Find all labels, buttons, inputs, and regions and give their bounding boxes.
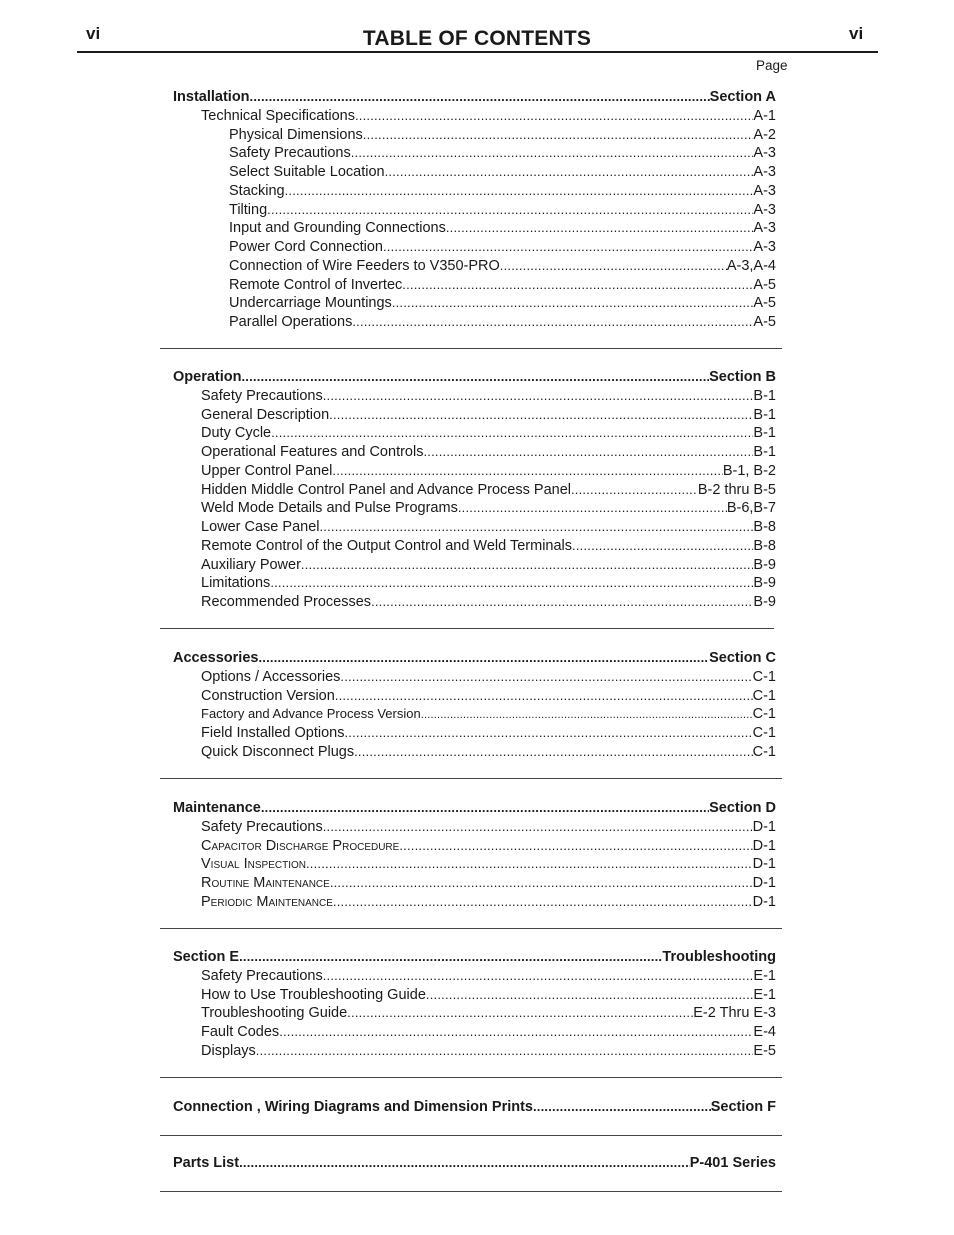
entry-page: D-1 <box>752 818 776 835</box>
toc-section-maintenance <box>160 800 782 929</box>
toc-entry[interactable] <box>160 463 782 482</box>
entry-page: A-3 <box>753 239 776 255</box>
page-column-label: Page <box>756 58 788 73</box>
entry-label: Lower Case Panel <box>201 519 320 535</box>
entry-label: Remote Control of Invertec <box>229 276 403 293</box>
entry-page: B-8 <box>753 537 776 554</box>
toc-entry[interactable] <box>160 688 782 707</box>
toc-entry[interactable] <box>160 108 782 127</box>
entry-page: P-401 Series <box>689 1155 776 1171</box>
entry-label: Quick Disconnect Plugs <box>201 743 355 760</box>
toc-entry-installation[interactable] <box>160 89 782 108</box>
entry-page: Section A <box>709 89 776 105</box>
dot-leader <box>258 650 709 665</box>
dot-leader <box>421 709 753 721</box>
entry-label: Safety Precautions <box>201 818 323 835</box>
entry-label: General Description <box>201 406 330 423</box>
entry-label: Physical Dimensions <box>229 126 363 143</box>
section-divider <box>160 1191 782 1192</box>
entry-page: B-1 <box>753 444 776 460</box>
page-number-right: vi <box>849 24 864 43</box>
entry-page: A-3,A-4 <box>726 257 776 274</box>
entry-page: E-2 Thru E-3 <box>693 1005 776 1022</box>
entry-page: D-1 <box>752 893 776 910</box>
toc-entry[interactable] <box>160 145 782 164</box>
dot-leader <box>355 108 753 123</box>
toc-entry[interactable] <box>160 594 782 613</box>
toc-entry[interactable] <box>160 669 782 688</box>
toc-entry-accessories[interactable] <box>160 650 782 669</box>
toc-entry[interactable] <box>160 239 782 258</box>
dot-leader <box>335 688 753 703</box>
dot-leader <box>323 819 753 834</box>
entry-page: B-1 <box>753 406 776 423</box>
entry-page: Troubleshooting <box>662 949 776 965</box>
toc-entry[interactable] <box>160 183 782 202</box>
dot-leader <box>426 987 754 1002</box>
dot-leader <box>306 856 753 871</box>
toc-entry[interactable] <box>160 725 782 744</box>
page-title: TABLE OF CONTENTS <box>362 27 592 50</box>
toc-entry[interactable] <box>160 407 782 426</box>
toc-section-installation <box>160 89 782 349</box>
toc-entry[interactable] <box>160 819 782 838</box>
toc-entry[interactable] <box>160 388 782 407</box>
toc-entry[interactable] <box>160 1043 782 1062</box>
dot-leader <box>332 463 722 478</box>
toc-section-operation <box>160 369 782 629</box>
entry-label: Maintenance <box>173 800 261 816</box>
dot-leader <box>500 258 727 273</box>
entry-page: A-3 <box>753 220 776 237</box>
toc-entry[interactable] <box>160 1024 782 1043</box>
section-divider <box>160 1135 782 1136</box>
dot-leader <box>340 669 752 684</box>
entry-label: Parts List <box>173 1155 240 1171</box>
dot-leader <box>239 1155 690 1170</box>
toc-entry[interactable] <box>160 258 782 277</box>
toc-section-parts-list <box>160 1155 782 1192</box>
toc-entry[interactable] <box>160 314 782 333</box>
dot-leader <box>329 407 753 422</box>
toc-entry[interactable] <box>160 444 782 463</box>
entry-label: Field Installed Options <box>201 725 345 741</box>
toc-entry[interactable] <box>160 482 782 501</box>
section-divider <box>160 928 782 929</box>
entry-label: Limitations <box>201 575 271 592</box>
entry-page: B-9 <box>753 575 776 592</box>
entry-page: E-5 <box>753 1042 776 1059</box>
entry-page: A-3 <box>753 201 776 218</box>
entry-page: A-3 <box>753 164 776 180</box>
entry-page: A-5 <box>753 314 776 330</box>
entry-label: Safety Precautions <box>201 967 323 984</box>
dot-leader <box>344 725 752 740</box>
dot-leader <box>385 164 754 179</box>
entry-page: B-6,B-7 <box>726 500 776 517</box>
dot-leader <box>239 949 662 964</box>
toc-entry[interactable] <box>160 425 782 444</box>
entry-label: Select Suitable Location <box>229 164 385 180</box>
toc-entry-maintenance[interactable] <box>160 800 782 819</box>
dot-leader <box>571 482 698 497</box>
toc-entry[interactable] <box>160 500 782 519</box>
dot-leader <box>285 183 754 198</box>
dot-leader <box>301 557 754 572</box>
entry-label: Construction Version <box>201 687 335 704</box>
entry-label: Recommended Processes <box>201 594 372 610</box>
entry-label: Weld Mode Details and Pulse Programs <box>201 500 458 517</box>
dot-leader <box>458 500 727 515</box>
entry-page: Section C <box>709 650 776 666</box>
dot-leader <box>250 89 710 104</box>
dot-leader <box>354 744 753 759</box>
entry-label: Periodic Maintenance <box>201 893 333 910</box>
entry-page: B-1, B-2 <box>722 462 776 479</box>
dot-leader <box>323 968 754 983</box>
dot-leader <box>333 894 753 909</box>
entry-label: Factory and Advance Process Version <box>201 706 421 722</box>
entry-label: Operation <box>173 369 242 385</box>
entry-label: Capacitor Discharge Procedure <box>201 837 400 854</box>
entry-page: A-5 <box>753 276 776 293</box>
dot-leader <box>446 220 754 235</box>
dot-leader <box>423 444 753 459</box>
toc-section-accessories <box>160 650 782 779</box>
dot-leader <box>392 295 754 310</box>
entry-label: Undercarriage Mountings <box>229 295 392 312</box>
entry-page: E-1 <box>753 986 776 1003</box>
entry-label: Stacking <box>229 182 285 199</box>
dot-leader <box>352 314 753 329</box>
toc-entry[interactable] <box>160 220 782 239</box>
entry-label: Options / Accessories <box>201 668 341 685</box>
entry-label: Section E <box>173 949 240 965</box>
entry-page: D-1 <box>752 856 776 873</box>
toc-entry-parts-list[interactable] <box>160 1155 782 1174</box>
entry-label: Fault Codes <box>201 1024 280 1040</box>
toc-entry[interactable] <box>160 538 782 557</box>
toc-entry[interactable] <box>160 557 782 576</box>
entry-page: Section B <box>709 369 776 385</box>
dot-leader <box>270 575 753 590</box>
entry-label: Connection , Wiring Diagrams and Dimension Prints <box>173 1099 533 1115</box>
entry-page: A-1 <box>753 107 776 124</box>
entry-page: B-1 <box>753 387 776 404</box>
entry-page: C-1 <box>752 743 776 760</box>
toc-entry[interactable] <box>160 127 782 146</box>
toc-entry[interactable] <box>160 706 782 725</box>
toc-entry[interactable] <box>160 1005 782 1024</box>
entry-page: B-1 <box>753 425 776 442</box>
entry-label: Auxiliary Power <box>201 556 301 573</box>
toc-entry[interactable] <box>160 838 782 857</box>
toc-entry[interactable] <box>160 164 782 183</box>
entry-label: Upper Control Panel <box>201 462 333 479</box>
dot-leader <box>271 425 753 440</box>
entry-page: C-1 <box>752 668 776 685</box>
entry-label: Accessories <box>173 650 259 666</box>
dot-leader <box>320 519 754 534</box>
entry-label: How to Use Troubleshooting Guide <box>201 986 426 1003</box>
toc-entry[interactable] <box>160 968 782 987</box>
toc-entry[interactable] <box>160 987 782 1006</box>
entry-label: Remote Control of the Output Control and Weld Terminals <box>201 537 573 554</box>
entry-label: Parallel Operations <box>229 314 353 330</box>
toc-entry[interactable] <box>160 894 782 913</box>
entry-page: E-1 <box>753 967 776 984</box>
section-divider <box>160 778 782 779</box>
toc-entry[interactable] <box>160 856 782 875</box>
entry-page: A-3 <box>753 145 776 162</box>
title-rule <box>77 51 878 53</box>
entry-label: Installation <box>173 89 250 105</box>
dot-leader <box>399 838 752 853</box>
dot-leader <box>347 1005 693 1020</box>
dot-leader <box>383 239 753 254</box>
dot-leader <box>323 388 754 403</box>
toc-entry[interactable] <box>160 519 782 538</box>
dot-leader <box>330 875 753 890</box>
entry-page: C-1 <box>752 706 776 723</box>
entry-page: D-1 <box>752 837 776 854</box>
entry-label: Hidden Middle Control Panel and Advance Process Panel <box>201 481 571 498</box>
dot-leader <box>279 1024 753 1039</box>
entry-label: Duty Cycle <box>201 425 272 442</box>
entry-page: C-1 <box>752 687 776 704</box>
entry-page: B-2 thru B-5 <box>697 481 776 498</box>
entry-page: A-3 <box>753 182 776 199</box>
toc-entry[interactable] <box>160 277 782 296</box>
dot-leader <box>351 145 754 160</box>
entry-label: Troubleshooting Guide <box>201 1005 348 1022</box>
entry-page: A-2 <box>753 126 776 143</box>
section-divider <box>160 628 774 629</box>
toc-section-troubleshooting <box>160 949 782 1078</box>
dot-leader <box>256 1043 754 1058</box>
entry-label: Safety Precautions <box>201 387 323 404</box>
page-number-left: vi <box>86 24 101 43</box>
entry-label: Operational Features and Controls <box>201 444 424 460</box>
entry-page: B-8 <box>753 519 776 535</box>
dot-leader <box>241 369 709 384</box>
entry-label: Connection of Wire Feeders to V350-PRO <box>229 257 500 274</box>
toc-entry[interactable] <box>160 202 782 221</box>
entry-label: Visual Inspection <box>201 856 306 873</box>
dot-leader <box>261 800 709 815</box>
entry-page: D-1 <box>752 875 776 891</box>
entry-label: Input and Grounding Connections <box>229 220 446 237</box>
entry-page: Section F <box>710 1099 776 1115</box>
toc-entry[interactable] <box>160 744 782 763</box>
section-divider <box>160 348 782 349</box>
entry-label: Tilting <box>229 201 268 218</box>
entry-label: Displays <box>201 1042 256 1059</box>
toc-entry[interactable] <box>160 875 782 894</box>
entry-label: Safety Precautions <box>229 145 351 162</box>
dot-leader <box>363 127 754 142</box>
entry-page: C-1 <box>752 725 776 741</box>
entry-label: Power Cord Connection <box>229 239 383 255</box>
section-divider <box>160 1077 782 1078</box>
dot-leader <box>533 1099 711 1114</box>
entry-page: A-5 <box>753 295 776 312</box>
dot-leader <box>371 594 753 609</box>
dot-leader <box>572 538 753 553</box>
entry-page: Section D <box>709 800 776 816</box>
toc-entry-operation[interactable] <box>160 369 782 388</box>
toc-section-connection <box>160 1099 782 1136</box>
dot-leader <box>267 202 753 217</box>
entry-page: B-9 <box>753 556 776 573</box>
entry-label: Technical Specifications <box>201 107 355 124</box>
entry-page: E-4 <box>753 1024 776 1040</box>
toc-entry[interactable] <box>160 295 782 314</box>
toc-entry[interactable] <box>160 575 782 594</box>
dot-leader <box>402 277 753 292</box>
toc-entry-section-e[interactable] <box>160 949 782 968</box>
entry-page: B-9 <box>753 594 776 610</box>
toc-entry-connection[interactable] <box>160 1099 782 1118</box>
entry-label: Routine Maintenance <box>201 875 330 891</box>
